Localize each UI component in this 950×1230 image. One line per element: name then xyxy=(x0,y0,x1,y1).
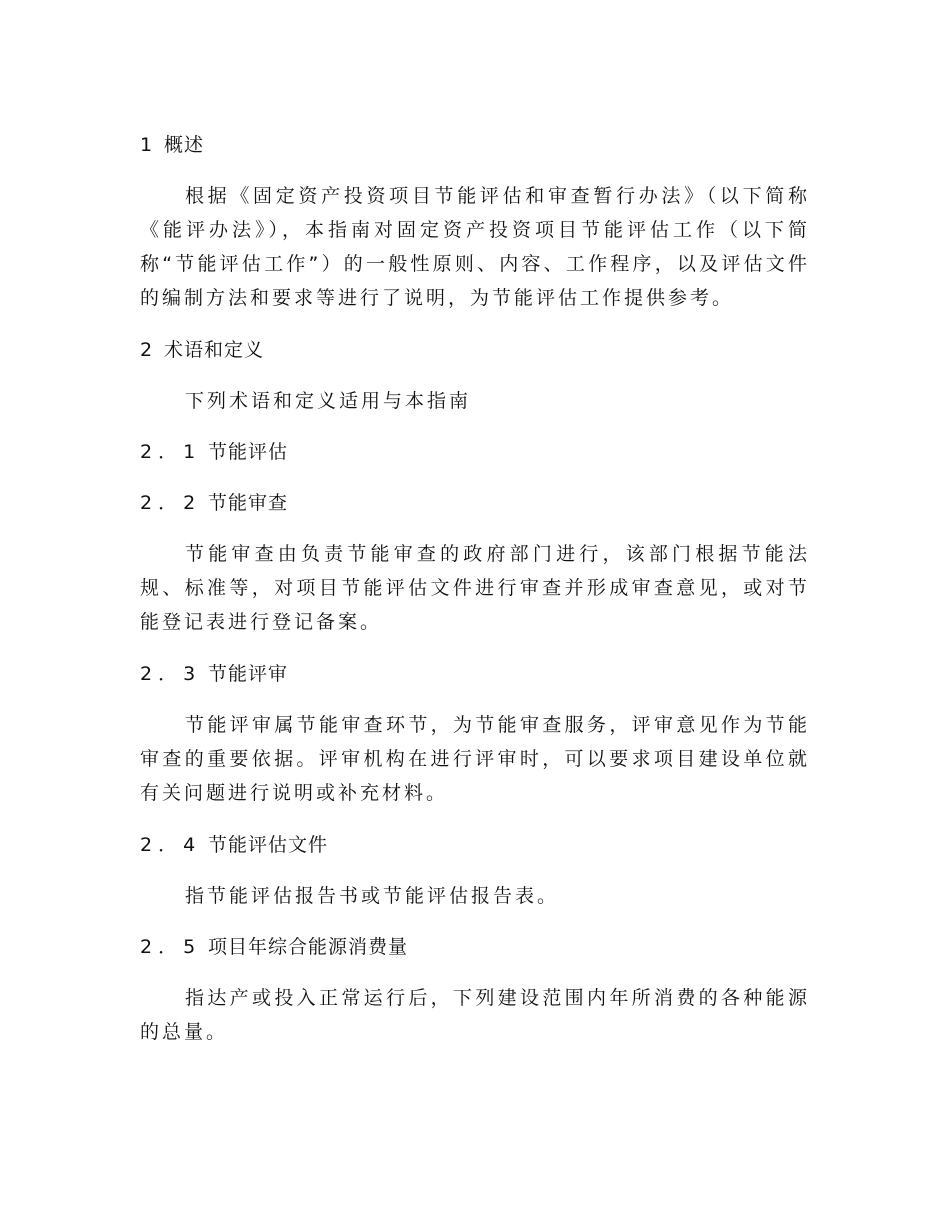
section-title: 项目年综合能源消费量 xyxy=(208,936,409,958)
section-heading-2 xyxy=(140,333,810,367)
section-number: 2．3 xyxy=(140,663,202,685)
section-title: 概述 xyxy=(164,134,205,156)
section-title: 节能评估文件 xyxy=(208,834,329,856)
section-heading-2-4 xyxy=(140,828,810,862)
section-heading-1 xyxy=(140,128,810,162)
section-title: 术语和定义 xyxy=(164,339,265,361)
document-body xyxy=(140,128,810,1049)
section-title: 节能评估 xyxy=(208,441,289,463)
section-title: 节能审查 xyxy=(208,492,289,514)
section-heading-2-2 xyxy=(140,486,810,520)
section-heading-2-1 xyxy=(140,435,810,469)
paragraph-annual-energy-consumption: 指达产或投入正常运行后，下列建设范围内年所消费的各种能源的总量。 xyxy=(140,987,810,1043)
section-number: 2．4 xyxy=(140,834,202,856)
paragraph-energy-appraisal: 节能评审属节能审查环节，为节能审查服务，评审意见作为节能审查的重要依据。评审机构在进行评审时，可以要求项目建设单位就有关问题进行说明或补充材料。 xyxy=(140,714,810,804)
paragraph-terms-intro: 下列术语和定义适用与本指南 xyxy=(185,390,472,412)
section-number: 2 xyxy=(140,339,154,361)
section-heading-2-5 xyxy=(140,930,810,964)
section-title: 节能评审 xyxy=(208,663,289,685)
section-number: 2．2 xyxy=(140,492,202,514)
paragraph-overview: 根据《固定资产投资项目节能评估和审查暂行办法》（以下简称《能评办法》），本指南对固定资产投资项目节能评估工作（以下简称“节能评估工作”）的一般性原则、内容、工作程序，以及评估文件的编制方法和要求等进行了说明，为节能评估工作提供参考。 xyxy=(140,185,810,309)
section-number: 2．1 xyxy=(140,441,202,463)
section-heading-2-3 xyxy=(140,657,810,691)
section-number: 1 xyxy=(140,134,154,156)
paragraph-energy-review: 节能审查由负责节能审查的政府部门进行，该部门根据节能法规、标准等，对项目节能评估文件进行审查并形成审查意见，或对节能登记表进行登记备案。 xyxy=(140,543,810,633)
paragraph-assessment-documents: 指节能评估报告书或节能评估报告表。 xyxy=(185,885,560,907)
section-number: 2．5 xyxy=(140,936,202,958)
